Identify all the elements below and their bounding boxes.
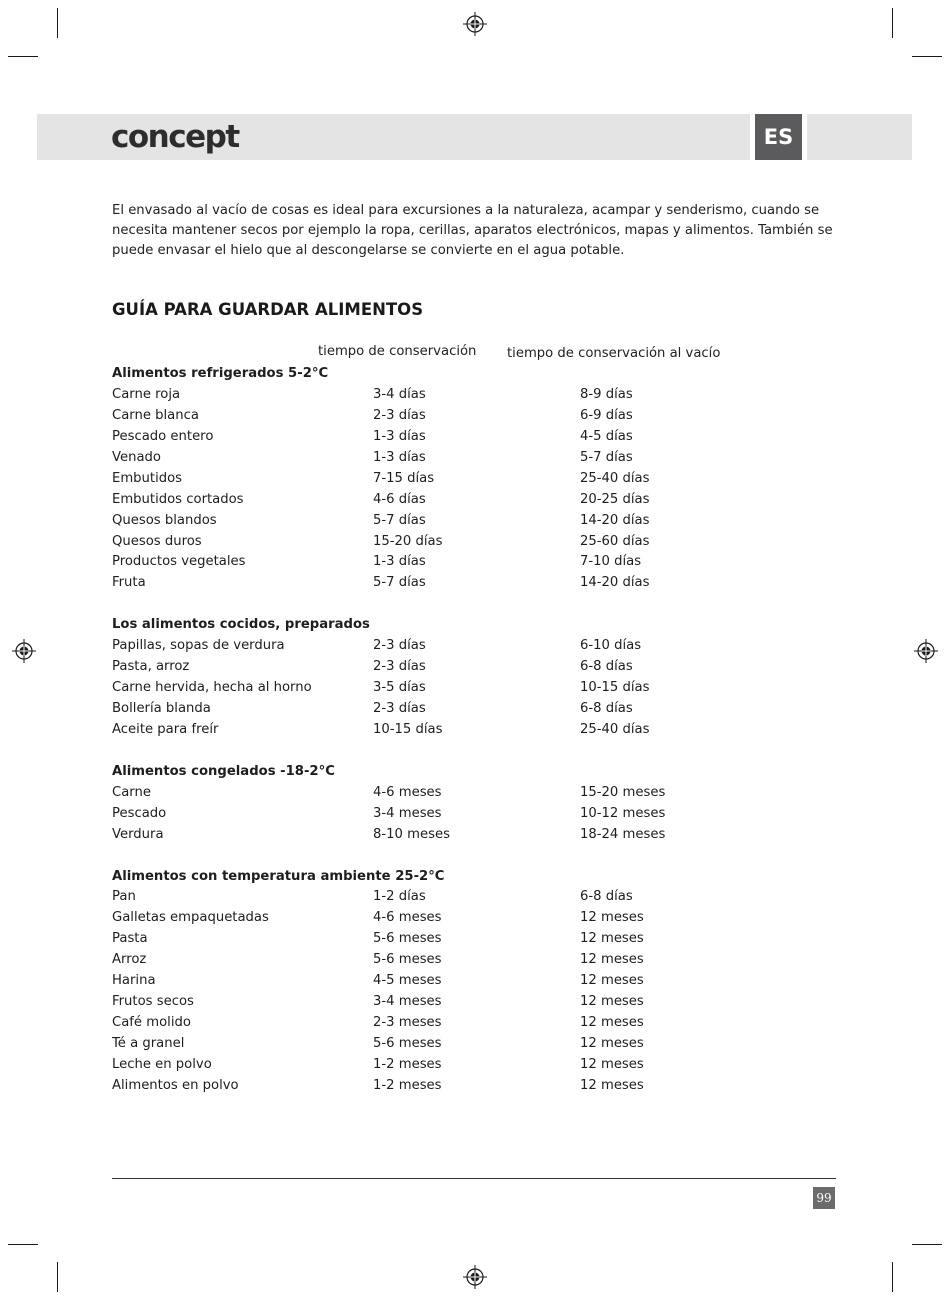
category-row [112,364,812,385]
vacuum-time: 20-25 días [580,491,650,507]
table-row [112,636,812,657]
table-row [112,573,812,594]
food-name: Venado [112,449,161,465]
table-row [112,887,812,908]
vacuum-time: 12 meses [580,1015,644,1031]
storage-time: 2-3 días [373,638,426,654]
category-row [112,615,812,636]
storage-time: 5-6 meses [373,952,442,968]
brand-logo: concept [111,119,239,155]
table-row [112,511,812,532]
vacuum-time: 7-10 días [580,554,642,570]
header-band-right [807,114,912,160]
storage-time: 1-3 días [373,449,426,465]
table-row [112,804,812,825]
table-row [112,1034,812,1055]
food-name: Pescado entero [112,428,214,444]
vacuum-time: 25-40 días [580,470,650,486]
food-name: Galletas empaquetadas [112,910,269,926]
table-row [112,406,812,427]
food-name: Carne hervida, hecha al horno [112,680,312,696]
storage-time: 1-2 meses [373,1077,442,1093]
storage-time: 2-3 días [373,701,426,716]
column-header-vacuum: tiempo de conservación al vacío [507,346,721,361]
food-name: Arroz [112,952,147,968]
table-row [112,1055,812,1076]
crop-mark [912,1244,942,1245]
crop-mark [892,8,893,38]
column-header-storage: tiempo de conservación [318,344,477,359]
storage-time: 5-6 meses [373,1036,442,1051]
food-name: Quesos blandos [112,512,217,528]
food-name: Carne [112,784,151,800]
storage-time: 1-3 días [373,554,426,570]
table-row [112,699,812,720]
vacuum-time: 12 meses [580,931,644,947]
storage-time: 7-15 días [373,470,435,486]
table-row [112,783,812,804]
food-name: Pescado [112,805,167,821]
vacuum-time: 6-8 días [580,659,633,675]
vacuum-time: 15-20 meses [580,784,666,800]
food-name: Leche en polvo [112,1056,212,1072]
food-name: Té a granel [112,1036,185,1051]
storage-time: 3-4 días [373,386,426,402]
table-row [112,908,812,929]
vacuum-time: 25-60 días [580,533,650,549]
vacuum-time: 12 meses [580,910,644,926]
intro-paragraph: El envasado al vacío de cosas es ideal para excursiones a la naturaleza, acampar y senderismo, cuando se necesita mantener secos por ejemplo la ropa, cerillas, aparatos electrónicos, mapas y alimentos. También se puede envasar el hielo que al descongelarse se convierte en el agua potable. [112,203,833,258]
vacuum-time: 25-40 días [580,721,650,737]
vacuum-time: 6-8 días [580,701,633,716]
vacuum-time: 8-9 días [580,386,633,402]
category-title: Alimentos congelados -18-2°C [112,763,335,779]
table-row [112,427,812,448]
crop-mark [57,1262,58,1292]
registration-mark-icon [463,1265,487,1289]
spacer-row [112,594,812,615]
table-row [112,657,812,678]
registration-mark-icon [914,639,938,663]
registration-mark-icon [12,639,36,663]
vacuum-time: 12 meses [580,994,644,1010]
table-row [112,1013,812,1034]
storage-time: 4-5 meses [373,973,442,989]
spacer-row [112,741,812,762]
table-row [112,929,812,950]
food-name: Café molido [112,1015,191,1031]
food-name: Alimentos en polvo [112,1077,239,1093]
vacuum-time: 12 meses [580,973,644,989]
table-row [112,448,812,469]
storage-time: 4-6 meses [373,784,442,800]
table-row [112,552,812,573]
storage-time: 4-6 meses [373,910,442,926]
food-name: Aceite para freír [112,721,219,737]
vacuum-time: 12 meses [580,1036,644,1051]
table-row [112,950,812,971]
category-title: Los alimentos cocidos, preparados [112,617,370,633]
food-name: Carne roja [112,386,181,402]
crop-mark [892,1262,893,1292]
crop-mark [8,56,38,57]
spacer-row [112,846,812,867]
storage-time: 15-20 días [373,533,443,549]
food-name: Verdura [112,826,164,842]
storage-time: 3-5 días [373,680,426,696]
category-title: Alimentos refrigerados 5-2°C [112,366,329,381]
language-badge: ES [755,114,802,160]
vacuum-time: 6-9 días [580,407,633,423]
vacuum-time: 10-15 días [580,680,650,696]
footer-divider [112,1178,836,1179]
vacuum-time: 14-20 días [580,575,650,591]
table-row [112,469,812,490]
vacuum-time: 12 meses [580,1077,644,1093]
crop-mark [8,1244,38,1245]
storage-time: 2-3 días [373,659,426,675]
vacuum-time: 12 meses [580,952,644,968]
vacuum-time: 18-24 meses [580,826,666,842]
food-name: Embutidos cortados [112,491,244,507]
storage-time: 1-2 meses [373,1056,442,1072]
category-row [112,867,812,888]
registration-mark-icon [463,12,487,36]
food-name: Bollería blanda [112,701,211,716]
food-name: Pasta [112,931,148,947]
storage-time: 3-4 meses [373,994,442,1010]
vacuum-time: 10-12 meses [580,805,666,821]
food-name: Carne blanca [112,407,199,423]
category-row [112,762,812,783]
table-row [112,971,812,992]
table-row [112,1076,812,1097]
vacuum-time: 14-20 días [580,512,650,528]
storage-time: 10-15 días [373,721,443,737]
storage-table [112,364,812,1097]
storage-time: 1-3 días [373,428,426,444]
food-name: Productos vegetales [112,554,246,570]
table-row [112,385,812,406]
storage-time: 1-2 días [373,889,426,905]
food-name: Embutidos [112,470,183,486]
vacuum-time: 4-5 días [580,428,633,444]
food-name: Pan [112,889,136,905]
table-row [112,825,812,846]
vacuum-time: 5-7 días [580,449,633,465]
storage-time: 2-3 meses [373,1015,442,1031]
vacuum-time: 6-8 días [580,889,633,905]
storage-time: 2-3 días [373,407,426,423]
table-row [112,678,812,699]
storage-time: 5-7 días [373,512,426,528]
food-name: Frutos secos [112,994,194,1010]
storage-time: 8-10 meses [373,826,450,842]
storage-time: 4-6 días [373,491,426,507]
vacuum-time: 12 meses [580,1056,644,1072]
table-row [112,720,812,741]
table-row [112,992,812,1013]
food-name: Pasta, arroz [112,659,190,675]
food-name: Harina [112,973,156,989]
crop-mark [912,56,942,57]
page-title: GUÍA PARA GUARDAR ALIMENTOS [112,300,424,319]
food-name: Fruta [112,575,146,591]
category-title: Alimentos con temperatura ambiente 25-2°C [112,868,445,884]
table-row [112,490,812,511]
storage-time: 5-6 meses [373,931,442,947]
vacuum-time: 6-10 días [580,638,642,654]
food-name: Quesos duros [112,533,202,549]
crop-mark [57,8,58,38]
page-number: 99 [813,1187,835,1209]
storage-time: 5-7 días [373,575,426,591]
table-row [112,532,812,553]
food-name: Papillas, sopas de verdura [112,638,285,654]
storage-time: 3-4 meses [373,805,442,821]
